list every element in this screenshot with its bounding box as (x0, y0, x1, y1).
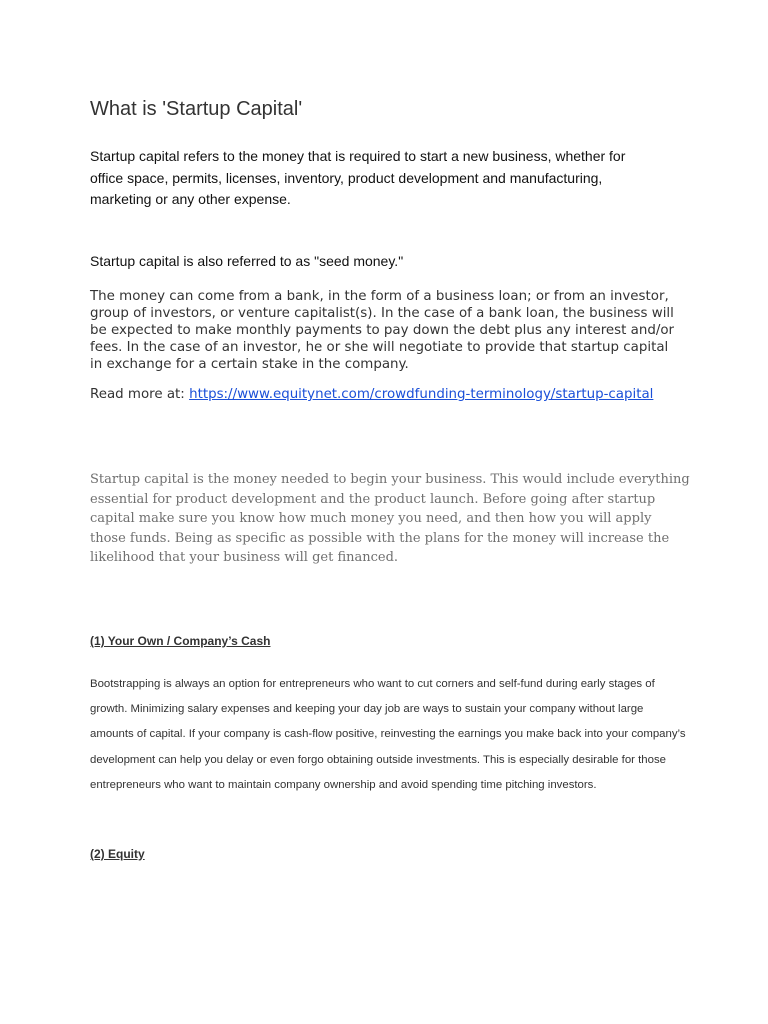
seed-money-paragraph: Startup capital is also referred to as "seed money." (90, 253, 404, 269)
definition-paragraph: Startup capital is the money needed to begin your business. This would include everything essential for product development and the product launch. Before going after startup capital make sure you know how much money you need, and then how you will apply those funds. Being as specific as possible with the plans for the money will increase the likelihood that your business will get financed. (90, 472, 690, 566)
read-more-line (90, 387, 653, 402)
money-source-paragraph: The money can come from a bank, in the form of a business loan; or from an investor, group of investors, or venture capitalist(s). In the case of a bank loan, the business will be expected to make monthly payments to pay down the debt plus any interest and/or fees. In the case of an investor, he or she will negotiate to provide that startup capital in exchange for a certain stake in the company. (90, 289, 675, 372)
section-heading-equity: (2) Equity (90, 847, 145, 861)
intro-paragraph: Startup capital refers to the money that is required to start a new business, whether for office space, permits, licenses, inventory, product development and manufacturing, marketing or any other expense. (90, 148, 626, 207)
section-heading-own-cash: (1) Your Own / Company’s Cash (90, 634, 271, 648)
read-more-link[interactable]: https://www.equitynet.com/crowdfunding-terminology/startup-capital (189, 387, 654, 402)
bootstrapping-paragraph: Bootstrapping is always an option for entrepreneurs who want to cut corners and self-fund during early stages of growth. Minimizing salary expenses and keeping your day job are ways to sustain your company without large amounts of capital. If your company is cash-flow positive, reinvesting the earnings you make back into your company’s development can help you delay or even forgo obtaining outside investments. This is especially desirable for those entrepreneurs who want to maintain company ownership and avoid spending time pitching investors. (90, 678, 686, 791)
page-title: What is 'Startup Capital' (90, 98, 303, 120)
read-more-label: Read more at: (90, 387, 190, 402)
